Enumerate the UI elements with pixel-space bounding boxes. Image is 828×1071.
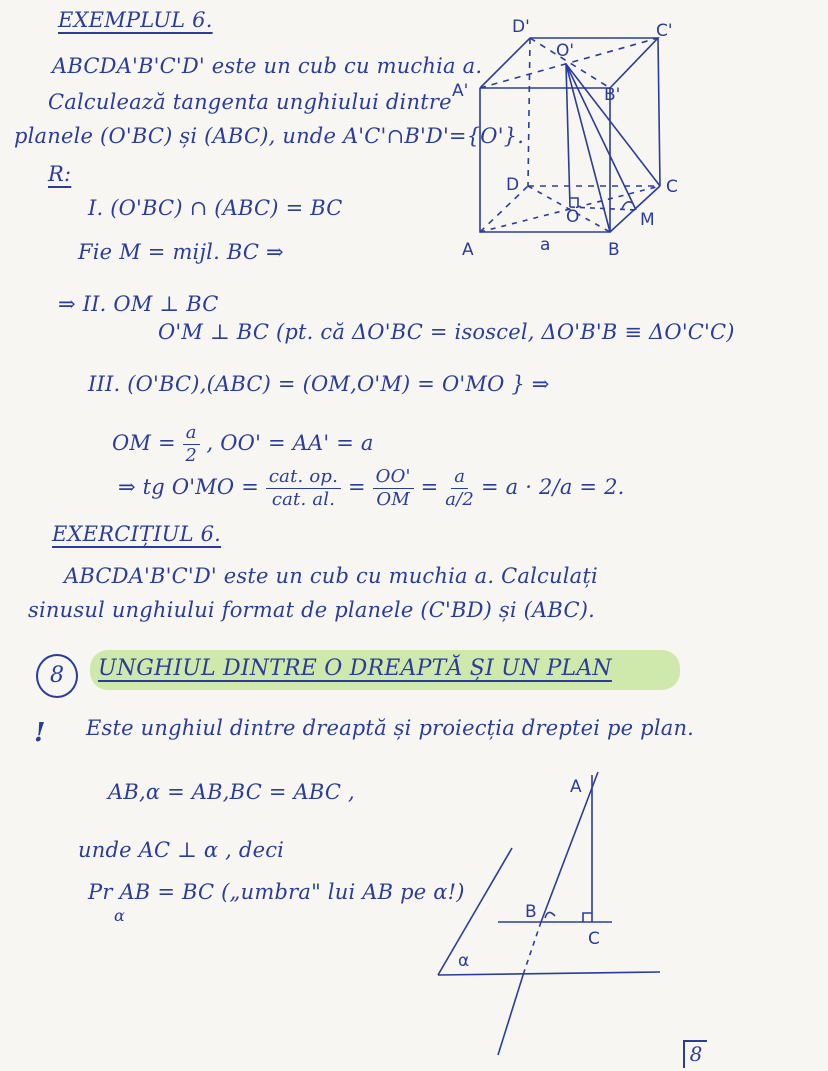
numerator: a: [451, 466, 468, 489]
denominator: OM: [376, 489, 410, 510]
example-line: ABCDA'B'C'D' este un cub cu muchia a.: [52, 54, 483, 78]
definition-formula: AB,α = AB,BC = ABC ,: [108, 780, 355, 804]
section-number: 8: [36, 654, 78, 698]
label-M: M: [640, 210, 655, 230]
fraction: [373, 466, 414, 511]
label-A: A: [570, 777, 582, 797]
denominator: cat. al.: [271, 489, 336, 510]
label-alpha: α: [458, 951, 470, 971]
label-B: B: [525, 902, 537, 922]
step-3: III. (O'BC),(ABC) = (OM,O'M) = O'MO } ⇒: [88, 372, 550, 396]
step-2a: ⇒ II. OM ⊥ BC: [58, 292, 219, 316]
tangent-line: ⇒ tg O'MO = $\frac{\text{cat. op.}}{\text{cat. al.}}$ = $\frac{OO'}{OM}$ = $\frac{a}{a/2}$ = a · 2/a = 2.: [118, 466, 625, 510]
exercise-line: sinusul unghiului format de planele (C'BD) și (ABC).: [28, 598, 595, 622]
label-A-prime: A': [452, 81, 469, 101]
example-line: planele (O'BC) și (ABC), unde A'C'∩B'D'={O'}.: [14, 124, 525, 148]
example-line: Calculează tangenta unghiului dintre: [48, 90, 452, 114]
projection-subscript: α: [114, 906, 126, 925]
om-line: [112, 422, 374, 467]
fraction: [266, 466, 341, 511]
definition-text: Este unghiul dintre dreaptă și proiecția dreptei pe plan.: [86, 716, 695, 740]
answer-label: R:: [48, 162, 72, 186]
step-2b: O'M ⊥ BC (pt. că ΔO'BC = isoscel, ΔO'B'B ≡ ΔO'C'C): [158, 320, 735, 344]
label-B-prime: B': [604, 85, 621, 105]
projection-line: Pr AB = BC („umbra" lui AB pe α!): [88, 880, 465, 904]
step-1b: Fie M = mijl. BC ⇒: [78, 240, 284, 264]
numerator: a: [183, 422, 200, 445]
tg-result: = a · 2/a = 2.: [480, 475, 625, 499]
exercise-title: EXERCIȚIUL 6.: [52, 522, 222, 546]
label-D: D: [506, 175, 520, 195]
fraction-a-over-2: [183, 422, 200, 467]
denominator: a/2: [445, 489, 475, 510]
label-O: O: [566, 207, 580, 227]
tg-prefix: ⇒ tg O'MO =: [118, 475, 260, 499]
fraction: [445, 466, 474, 511]
page-number: 8: [683, 1040, 707, 1068]
numerator: cat. op.: [266, 466, 341, 489]
step-1: I. (O'BC) ∩ (ABC) = BC: [88, 196, 343, 220]
exercise-line: ABCDA'B'C'D' este un cub cu muchia a. Calculați: [64, 564, 598, 588]
label-C: C: [666, 177, 678, 197]
label-edge-a: a: [540, 235, 551, 255]
label-D-prime: D': [512, 17, 530, 37]
section-title: UNGHIUL DINTRE O DREAPTĂ ȘI UN PLAN: [98, 656, 612, 681]
numerator: OO': [373, 466, 414, 489]
om-label: OM =: [112, 431, 176, 455]
denominator: 2: [185, 445, 197, 466]
label-A: A: [462, 240, 474, 260]
oo-text: , OO' = AA' = a: [206, 431, 374, 455]
label-C: C: [588, 929, 600, 949]
label-C-prime: C': [656, 21, 673, 41]
example-title: EXEMPLUL 6.: [58, 8, 213, 32]
label-O-prime: O': [556, 41, 575, 61]
plane-labels: [458, 777, 600, 971]
definition-where: unde AC ⊥ α , deci: [78, 838, 285, 862]
important-mark: !: [34, 718, 46, 748]
label-B: B: [608, 240, 620, 260]
plane-diagram: [438, 772, 660, 1055]
